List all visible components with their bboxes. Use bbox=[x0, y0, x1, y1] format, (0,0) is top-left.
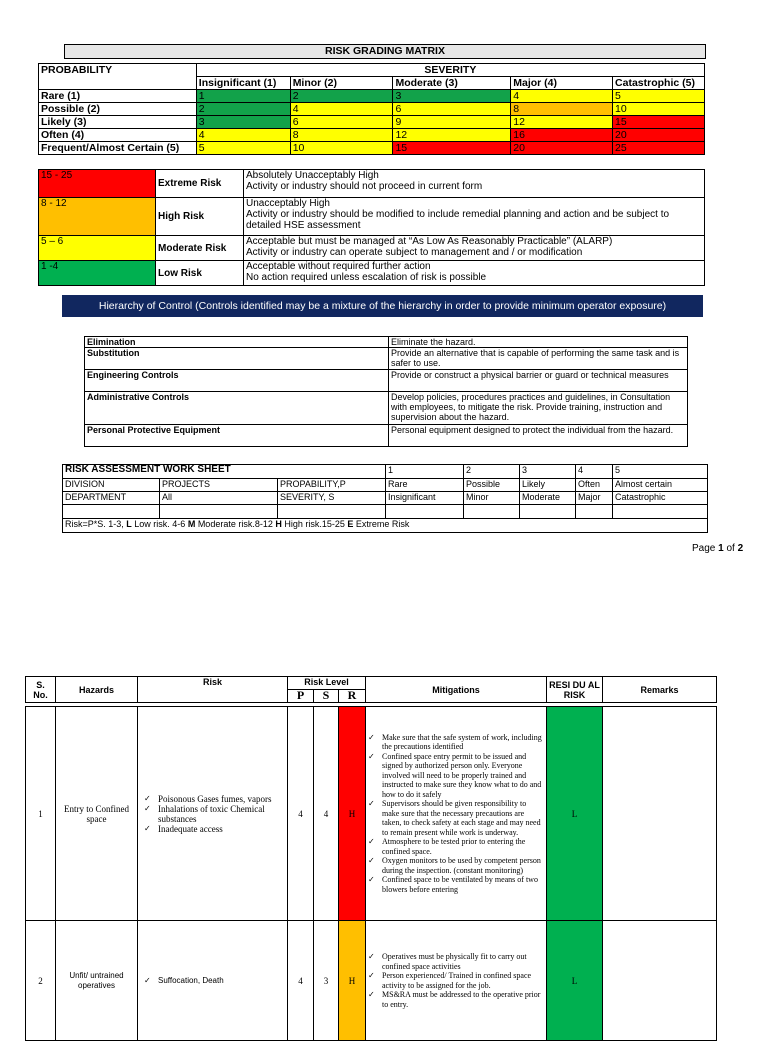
matrix-cell: 10 bbox=[290, 142, 393, 155]
severity-label: SEVERITY, S bbox=[278, 492, 386, 505]
risk-category: High Risk bbox=[156, 198, 244, 236]
probability-label: Likely (3) bbox=[39, 116, 197, 129]
matrix-cell: 5 bbox=[613, 90, 705, 103]
row-p: 4 bbox=[288, 707, 314, 921]
control-name: Personal Protective Equipment bbox=[85, 425, 389, 447]
risk-description: Acceptable without required further action No action required unless escalation of risk is possible bbox=[244, 261, 705, 286]
empty-cell bbox=[278, 505, 386, 519]
row-p: 4 bbox=[288, 921, 314, 1041]
probability-value: Almost certain bbox=[613, 479, 708, 492]
row-risks: ✓ Suffocation, Death bbox=[138, 921, 288, 1041]
scale-number: 3 bbox=[520, 465, 576, 479]
worksheet-title: RISK ASSESSMENT WORK SHEET bbox=[63, 465, 386, 479]
scale-number: 1 bbox=[386, 465, 464, 479]
probability-label: PROPABILITY,P bbox=[278, 479, 386, 492]
probability-label: Rare (1) bbox=[39, 90, 197, 103]
probability-label: Frequent/Almost Certain (5) bbox=[39, 142, 197, 155]
row-sno: 1 bbox=[26, 707, 56, 921]
risk-description: Absolutely Unacceptably High Activity or industry should not proceed in current form bbox=[244, 170, 705, 198]
s-header: S bbox=[314, 690, 339, 703]
row-r: H bbox=[339, 921, 366, 1041]
control-description: Eliminate the hazard. bbox=[389, 337, 688, 348]
matrix-cell: 1 bbox=[196, 90, 290, 103]
severity-value: Catastrophic bbox=[613, 492, 708, 505]
severity-level: Major (4) bbox=[511, 77, 613, 90]
empty-cell bbox=[386, 505, 464, 519]
empty-cell bbox=[464, 505, 520, 519]
probability-value: Possible bbox=[464, 479, 520, 492]
risk-range: 8 - 12 bbox=[39, 198, 156, 236]
division-value: PROJECTS bbox=[160, 479, 278, 492]
remarks-header: Remarks bbox=[603, 677, 717, 703]
risk-range: 1 -4 bbox=[39, 261, 156, 286]
risk-assessment-table bbox=[25, 676, 717, 1041]
matrix-cell: 8 bbox=[290, 129, 393, 142]
hierarchy-banner: Hierarchy of Control (Controls identified may be a mixture of the hierarchy in order to provide minimum operator exposure) bbox=[62, 295, 703, 317]
matrix-cell: 3 bbox=[393, 90, 511, 103]
row-sno: 2 bbox=[26, 921, 56, 1041]
row-r: H bbox=[339, 707, 366, 921]
row-residual: L bbox=[547, 921, 603, 1041]
matrix-cell: 10 bbox=[613, 103, 705, 116]
matrix-cell: 15 bbox=[393, 142, 511, 155]
table-row bbox=[26, 921, 717, 1041]
risk-category: Moderate Risk bbox=[156, 236, 244, 261]
severity-level: Catastrophic (5) bbox=[613, 77, 705, 90]
mitigations-header: Mitigations bbox=[366, 677, 547, 703]
severity-value: Major bbox=[576, 492, 613, 505]
control-description: Provide or construct a physical barrier or guard or technical measures bbox=[389, 370, 688, 392]
row-risks: ✓ Poisonous Gases fumes, vapors ✓ Inhalations of toxic Chemical substances ✓ Inadequate access bbox=[138, 707, 288, 921]
page-number: Page 1 of 2 bbox=[692, 543, 744, 554]
empty-cell bbox=[160, 505, 278, 519]
empty-cell bbox=[576, 505, 613, 519]
row-residual: L bbox=[547, 707, 603, 921]
matrix-cell: 2 bbox=[290, 90, 393, 103]
scale-number: 5 bbox=[613, 465, 708, 479]
matrix-cell: 4 bbox=[511, 90, 613, 103]
matrix-cell: 12 bbox=[393, 129, 511, 142]
risk-worksheet bbox=[62, 464, 708, 533]
hierarchy-table bbox=[84, 336, 688, 447]
control-name: Engineering Controls bbox=[85, 370, 389, 392]
matrix-cell: 16 bbox=[511, 129, 613, 142]
risk-range: 15 - 25 bbox=[39, 170, 156, 198]
control-description: Develop policies, procedures practices and guidelines, in Consultation with employees, to mitigate the risk. Provide training, instruction and supervision about the hazard. bbox=[389, 392, 688, 425]
empty-cell bbox=[613, 505, 708, 519]
matrix-cell: 5 bbox=[196, 142, 290, 155]
matrix-cell: 9 bbox=[393, 116, 511, 129]
risk-grading-matrix bbox=[38, 63, 705, 155]
matrix-cell: 20 bbox=[613, 129, 705, 142]
division-label: DIVISION bbox=[63, 479, 160, 492]
matrix-cell: 2 bbox=[196, 103, 290, 116]
probability-value: Rare bbox=[386, 479, 464, 492]
matrix-cell: 12 bbox=[511, 116, 613, 129]
control-name: Substitution bbox=[85, 348, 389, 370]
severity-header: SEVERITY bbox=[196, 64, 704, 77]
matrix-cell: 6 bbox=[393, 103, 511, 116]
probability-header: PROBABILITY bbox=[39, 64, 197, 90]
residual-risk-header: RESI DU AL RISK bbox=[547, 677, 603, 703]
severity-value: Minor bbox=[464, 492, 520, 505]
matrix-title: RISK GRADING MATRIX bbox=[64, 44, 706, 59]
department-label: DEPARTMENT bbox=[63, 492, 160, 505]
probability-label: Possible (2) bbox=[39, 103, 197, 116]
p-header: P bbox=[288, 690, 314, 703]
row-hazard: Unfit/ untrained operatives bbox=[56, 921, 138, 1041]
risk-header: Risk bbox=[138, 677, 288, 703]
matrix-cell: 8 bbox=[511, 103, 613, 116]
risk-description: Unacceptably High Activity or industry should be modified to include remedial planning and action and be subject to detailed HSE assessment bbox=[244, 198, 705, 236]
control-name: Administrative Controls bbox=[85, 392, 389, 425]
r-header: R bbox=[339, 690, 366, 703]
matrix-cell: 4 bbox=[196, 129, 290, 142]
sno-header: S. No. bbox=[26, 677, 56, 703]
hazards-header: Hazards bbox=[56, 677, 138, 703]
row-hazard: Entry to Confined space bbox=[56, 707, 138, 921]
scale-number: 2 bbox=[464, 465, 520, 479]
probability-value: Often bbox=[576, 479, 613, 492]
row-remarks bbox=[603, 921, 717, 1041]
risk-range: 5 – 6 bbox=[39, 236, 156, 261]
row-remarks bbox=[603, 707, 717, 921]
severity-level: Moderate (3) bbox=[393, 77, 511, 90]
risk-description: Acceptable but must be managed at “As Low As Reasonably Practicable” (ALARP) Activity or industry can operate subject to management and / or modification bbox=[244, 236, 705, 261]
row-s: 4 bbox=[314, 707, 339, 921]
severity-value: Moderate bbox=[520, 492, 576, 505]
matrix-cell: 3 bbox=[196, 116, 290, 129]
empty-cell bbox=[520, 505, 576, 519]
risk-category: Extreme Risk bbox=[156, 170, 244, 198]
row-s: 3 bbox=[314, 921, 339, 1041]
severity-level: Minor (2) bbox=[290, 77, 393, 90]
table-row bbox=[26, 707, 717, 921]
scale-number: 4 bbox=[576, 465, 613, 479]
control-description: Personal equipment designed to protect the individual from the hazard. bbox=[389, 425, 688, 447]
row-mitigations: ✓ Operatives must be physically fit to carry out confined space activities ✓ Person experienced/ Trained in confined space activity to be assigned for the job. ✓ MS&RA must be addressed to the operative prior to entry. bbox=[366, 921, 547, 1041]
empty-cell bbox=[63, 505, 160, 519]
risk-legend bbox=[38, 169, 705, 286]
risk-formula-note: Risk=P*S. 1-3, L Low risk. 4-6 M Moderate risk.8-12 H High risk.15-25 E Extreme Risk bbox=[63, 519, 708, 533]
control-name: Elimination bbox=[85, 337, 389, 348]
department-value: All bbox=[160, 492, 278, 505]
severity-value: Insignificant bbox=[386, 492, 464, 505]
matrix-cell: 25 bbox=[613, 142, 705, 155]
risk-level-header: Risk Level bbox=[288, 677, 366, 690]
probability-value: Likely bbox=[520, 479, 576, 492]
matrix-cell: 4 bbox=[290, 103, 393, 116]
severity-level: Insignificant (1) bbox=[196, 77, 290, 90]
matrix-cell: 20 bbox=[511, 142, 613, 155]
matrix-cell: 6 bbox=[290, 116, 393, 129]
matrix-cell: 15 bbox=[613, 116, 705, 129]
probability-label: Often (4) bbox=[39, 129, 197, 142]
risk-category: Low Risk bbox=[156, 261, 244, 286]
row-mitigations: ✓ Make sure that the safe system of work, including the precautions identified ✓ Confined space entry permit to be issued and signed by authorized person only. Everyone involved will need to be properly trained and instructed to make sure they know what to do and how to do it safely ✓ Supervisors should be given responsibility to make sure that the necessary precautions are taken, to check safety at each stage and may need to remain present while work is underway. ✓ Atmosphere to be tested prior to entering the confined space. ✓ Oxygen monitors to be used by competent person during the inspection. (constant monitoring) ✓ Confined space to be ventilated by means of two blowers before entering bbox=[366, 707, 547, 921]
control-description: Provide an alternative that is capable of performing the same task and is safer to use. bbox=[389, 348, 688, 370]
